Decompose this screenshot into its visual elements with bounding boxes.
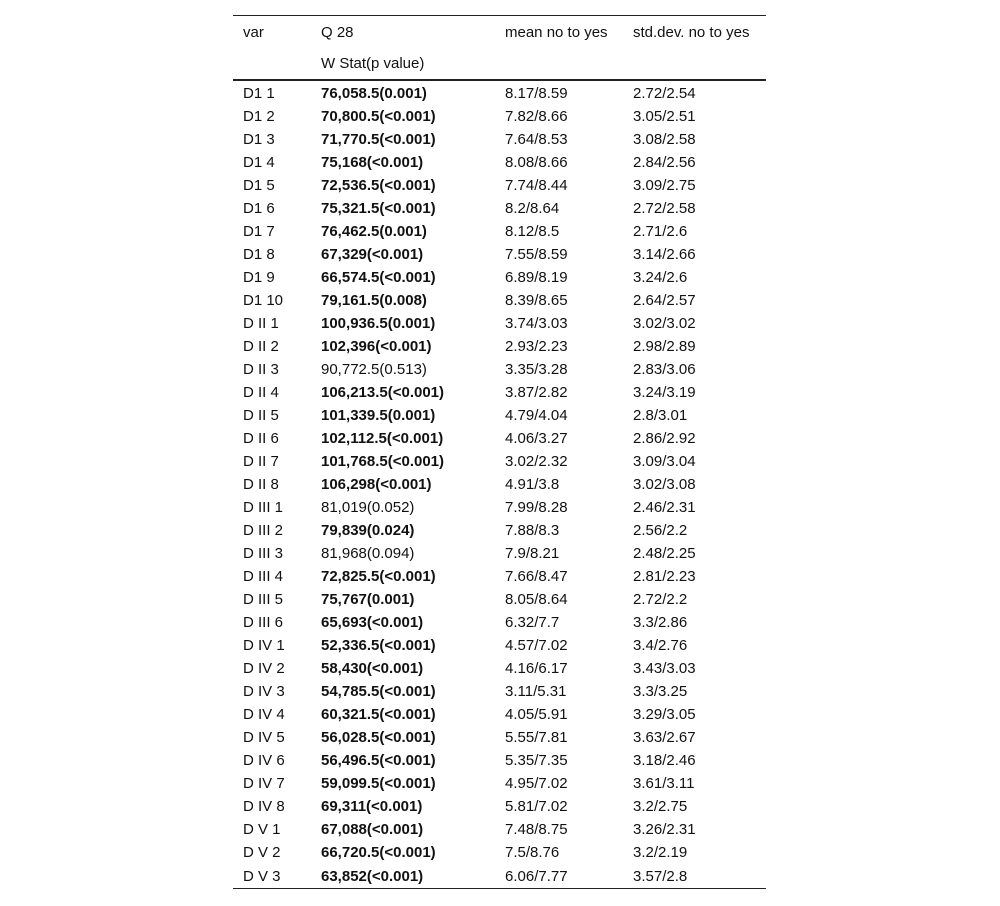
cell-std: 3.3/2.86 <box>633 614 688 631</box>
cell-std: 3.3/3.25 <box>633 683 688 700</box>
table-row <box>233 749 766 772</box>
cell-std: 2.72/2.54 <box>633 85 696 102</box>
cell-mean: 4.16/6.17 <box>505 660 568 677</box>
cell-mean: 7.99/8.28 <box>505 499 568 516</box>
cell-std: 3.2/2.19 <box>633 844 688 861</box>
cell-w-stat: 79,839(0.024) <box>321 522 415 539</box>
table-row <box>233 450 766 473</box>
cell-mean: 5.35/7.35 <box>505 752 568 769</box>
cell-w-stat: 66,720.5(<0.001) <box>321 844 436 861</box>
header-row-2 <box>233 48 766 80</box>
cell-std: 3.09/3.04 <box>633 453 696 470</box>
cell-var: D1 6 <box>243 200 275 217</box>
cell-std: 3.24/3.19 <box>633 384 696 401</box>
table-row <box>233 266 766 289</box>
cell-mean: 7.82/8.66 <box>505 108 568 125</box>
cell-std: 3.09/2.75 <box>633 177 696 194</box>
table-row <box>233 220 766 243</box>
table-row <box>233 841 766 864</box>
cell-w-stat: 66,574.5(<0.001) <box>321 269 436 286</box>
cell-mean: 4.57/7.02 <box>505 637 568 654</box>
cell-var: D II 7 <box>243 453 279 470</box>
table-row <box>233 611 766 634</box>
cell-w-stat: 100,936.5(0.001) <box>321 315 436 332</box>
cell-mean: 8.39/8.65 <box>505 292 568 309</box>
cell-var: D III 3 <box>243 545 284 562</box>
cell-mean: 6.32/7.7 <box>505 614 560 631</box>
cell-w-stat: 59,099.5(<0.001) <box>321 775 436 792</box>
cell-w-stat: 52,336.5(<0.001) <box>321 637 436 654</box>
cell-mean: 8.08/8.66 <box>505 154 568 171</box>
cell-var: D III 2 <box>243 522 284 539</box>
cell-w-stat: 75,321.5(<0.001) <box>321 200 436 217</box>
cell-w-stat: 90,772.5(0.513) <box>321 361 427 378</box>
cell-mean: 5.55/7.81 <box>505 729 568 746</box>
cell-var: D II 6 <box>243 430 279 447</box>
cell-var: D1 9 <box>243 269 275 286</box>
table-row <box>233 519 766 542</box>
header-var: var <box>233 16 321 49</box>
cell-var: D II 3 <box>243 361 279 378</box>
cell-mean: 8.2/8.64 <box>505 200 560 217</box>
cell-mean: 7.55/8.59 <box>505 246 568 263</box>
cell-mean: 2.93/2.23 <box>505 338 568 355</box>
cell-w-stat: 101,768.5(<0.001) <box>321 453 445 470</box>
cell-var: D II 2 <box>243 338 279 355</box>
table-row <box>233 818 766 841</box>
cell-var: D IV 6 <box>243 752 285 769</box>
cell-w-stat: 72,825.5(<0.001) <box>321 568 436 585</box>
cell-var: D1 8 <box>243 246 275 263</box>
cell-w-stat: 70,800.5(<0.001) <box>321 108 436 125</box>
cell-mean: 3.74/3.03 <box>505 315 568 332</box>
header-empty-std <box>623 48 766 80</box>
cell-var: D V 1 <box>243 821 281 838</box>
cell-mean: 4.79/4.04 <box>505 407 568 424</box>
table-row <box>233 243 766 266</box>
header-row-1 <box>233 16 766 49</box>
cell-mean: 8.12/8.5 <box>505 223 560 240</box>
cell-var: D1 2 <box>243 108 275 125</box>
cell-w-stat: 63,852(<0.001) <box>321 864 495 889</box>
cell-var: D IV 3 <box>243 683 285 700</box>
cell-var: D III 1 <box>243 499 284 516</box>
cell-std: 2.98/2.89 <box>633 338 696 355</box>
cell-std: 3.05/2.51 <box>633 108 696 125</box>
table-row <box>233 105 766 128</box>
table-header <box>233 16 766 81</box>
cell-mean: 7.5/8.76 <box>505 844 560 861</box>
cell-mean: 3.35/3.28 <box>505 361 568 378</box>
cell-var: D IV 1 <box>243 637 285 654</box>
cell-mean: 6.06/7.77 <box>495 864 623 889</box>
cell-var: D II 1 <box>243 315 279 332</box>
cell-w-stat: 56,028.5(<0.001) <box>321 729 436 746</box>
cell-std: 2.48/2.25 <box>633 545 696 562</box>
results-table-container <box>233 15 766 889</box>
cell-mean: 7.48/8.75 <box>505 821 568 838</box>
cell-var: D1 1 <box>243 85 275 102</box>
table-row <box>233 151 766 174</box>
cell-w-stat: 76,058.5(0.001) <box>321 85 427 102</box>
cell-var: D1 5 <box>243 177 275 194</box>
header-q28: Q 28 <box>321 16 495 49</box>
cell-w-stat: 67,088(<0.001) <box>321 821 424 838</box>
cell-var: D III 4 <box>243 568 284 585</box>
cell-std: 2.46/2.31 <box>633 499 696 516</box>
cell-mean: 3.11/5.31 <box>505 683 567 700</box>
cell-w-stat: 79,161.5(0.008) <box>321 292 427 309</box>
table-row <box>233 381 766 404</box>
cell-var: D1 4 <box>243 154 275 171</box>
header-std: std.dev. no to yes <box>623 16 766 49</box>
cell-w-stat: 76,462.5(0.001) <box>321 223 427 240</box>
cell-std: 2.56/2.2 <box>633 522 688 539</box>
cell-std: 2.83/3.06 <box>633 361 696 378</box>
cell-std: 3.14/2.66 <box>633 246 696 263</box>
table-row <box>233 542 766 565</box>
cell-w-stat: 81,968(0.094) <box>321 545 415 562</box>
cell-mean: 8.05/8.64 <box>505 591 568 608</box>
cell-var: D IV 5 <box>243 729 285 746</box>
table-row <box>233 80 766 105</box>
cell-var: D II 4 <box>243 384 279 401</box>
header-mean: mean no to yes <box>495 16 623 49</box>
cell-std: 2.86/2.92 <box>633 430 696 447</box>
cell-std: 2.71/2.6 <box>633 223 688 240</box>
table-row <box>233 358 766 381</box>
table-row <box>233 634 766 657</box>
cell-var: D1 3 <box>243 131 275 148</box>
cell-var: D V 2 <box>243 844 281 861</box>
cell-std: 3.29/3.05 <box>633 706 696 723</box>
cell-mean: 6.89/8.19 <box>505 269 568 286</box>
table-row <box>233 128 766 151</box>
cell-std: 3.02/3.02 <box>633 315 696 332</box>
table-row <box>233 703 766 726</box>
cell-mean: 8.17/8.59 <box>505 85 568 102</box>
cell-w-stat: 75,168(<0.001) <box>321 154 424 171</box>
cell-std: 2.81/2.23 <box>633 568 696 585</box>
cell-w-stat: 102,112.5(<0.001) <box>321 430 444 447</box>
cell-var: D1 10 <box>243 292 284 309</box>
cell-w-stat: 54,785.5(<0.001) <box>321 683 436 700</box>
cell-w-stat: 106,213.5(<0.001) <box>321 384 445 401</box>
cell-std: 3.63/2.67 <box>633 729 696 746</box>
cell-std: 3.43/3.03 <box>633 660 696 677</box>
cell-std: 2.72/2.2 <box>633 591 688 608</box>
cell-mean: 4.05/5.91 <box>505 706 568 723</box>
table-row <box>233 864 766 889</box>
cell-mean: 4.91/3.8 <box>505 476 560 493</box>
cell-mean: 5.81/7.02 <box>505 798 568 815</box>
cell-std: 3.18/2.46 <box>633 752 696 769</box>
cell-w-stat: 56,496.5(<0.001) <box>321 752 436 769</box>
cell-w-stat: 69,311(<0.001) <box>321 798 423 815</box>
cell-mean: 3.02/2.32 <box>505 453 568 470</box>
cell-std: 3.08/2.58 <box>633 131 696 148</box>
table-row <box>233 197 766 220</box>
header-w-stat: W Stat(p value) <box>321 48 495 80</box>
table-row <box>233 404 766 427</box>
cell-std: 3.02/3.08 <box>633 476 696 493</box>
cell-var: D II 8 <box>243 476 279 493</box>
cell-w-stat: 65,693(<0.001) <box>321 614 424 631</box>
header-empty-var <box>233 48 321 80</box>
table-row <box>233 657 766 680</box>
cell-w-stat: 102,396(<0.001) <box>321 338 432 355</box>
cell-w-stat: 75,767(0.001) <box>321 591 415 608</box>
cell-std: 3.26/2.31 <box>633 821 696 838</box>
table-row <box>233 496 766 519</box>
table-row <box>233 312 766 335</box>
cell-mean: 3.87/2.82 <box>505 384 568 401</box>
cell-w-stat: 58,430(<0.001) <box>321 660 424 677</box>
table-row <box>233 726 766 749</box>
table-row <box>233 772 766 795</box>
cell-mean: 7.88/8.3 <box>505 522 560 539</box>
cell-var: D II 5 <box>243 407 279 424</box>
table-row <box>233 289 766 312</box>
table-body <box>233 80 766 889</box>
cell-std: 3.61/3.11 <box>633 775 695 792</box>
cell-std: 2.84/2.56 <box>633 154 696 171</box>
table-row <box>233 588 766 611</box>
cell-w-stat: 67,329(<0.001) <box>321 246 424 263</box>
cell-var: D1 7 <box>243 223 275 240</box>
cell-std: 3.2/2.75 <box>633 798 688 815</box>
cell-std: 3.57/2.8 <box>623 864 766 889</box>
cell-var: D IV 8 <box>243 798 285 815</box>
cell-mean: 4.95/7.02 <box>505 775 568 792</box>
table-row <box>233 427 766 450</box>
cell-w-stat: 71,770.5(<0.001) <box>321 131 436 148</box>
cell-var: D III 5 <box>243 591 284 608</box>
cell-var: D V 3 <box>233 864 321 889</box>
cell-std: 3.24/2.6 <box>633 269 688 286</box>
cell-w-stat: 60,321.5(<0.001) <box>321 706 436 723</box>
results-table <box>233 15 766 889</box>
cell-std: 3.4/2.76 <box>633 637 688 654</box>
table-row <box>233 565 766 588</box>
cell-var: D III 6 <box>243 614 284 631</box>
cell-w-stat: 101,339.5(0.001) <box>321 407 436 424</box>
cell-mean: 7.9/8.21 <box>505 545 560 562</box>
table-row <box>233 795 766 818</box>
table-row <box>233 680 766 703</box>
cell-mean: 7.66/8.47 <box>505 568 568 585</box>
cell-std: 2.72/2.58 <box>633 200 696 217</box>
cell-w-stat: 72,536.5(<0.001) <box>321 177 436 194</box>
cell-std: 2.64/2.57 <box>633 292 696 309</box>
table-row <box>233 335 766 358</box>
cell-w-stat: 106,298(<0.001) <box>321 476 432 493</box>
cell-var: D IV 2 <box>243 660 285 677</box>
cell-mean: 4.06/3.27 <box>505 430 568 447</box>
cell-var: D IV 4 <box>243 706 285 723</box>
table-row <box>233 174 766 197</box>
cell-mean: 7.74/8.44 <box>505 177 568 194</box>
cell-std: 2.8/3.01 <box>633 407 688 424</box>
header-empty-mean <box>495 48 623 80</box>
table-row <box>233 473 766 496</box>
cell-mean: 7.64/8.53 <box>505 131 568 148</box>
cell-w-stat: 81,019(0.052) <box>321 499 415 516</box>
cell-var: D IV 7 <box>243 775 285 792</box>
